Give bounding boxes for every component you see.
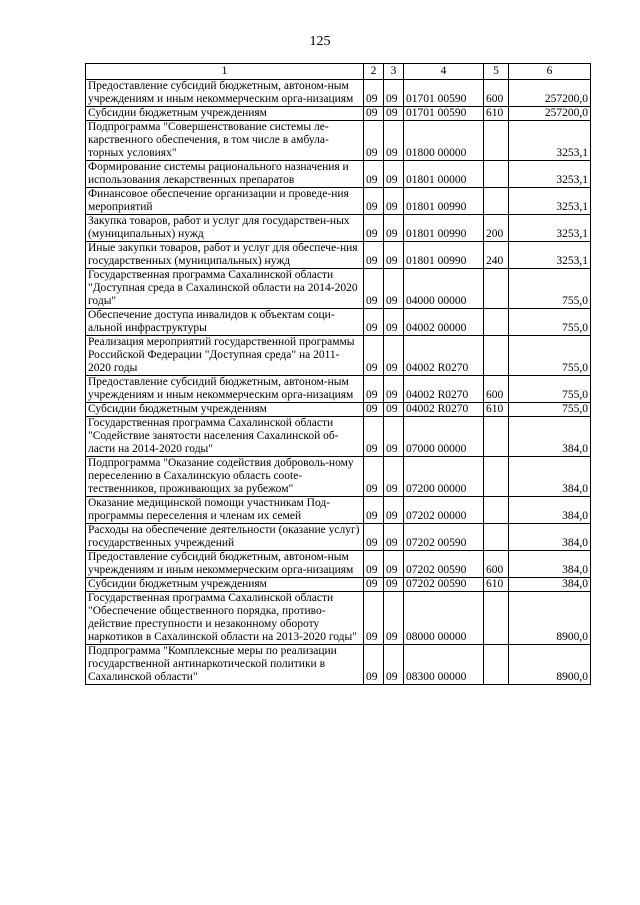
row-subsection-cell: 09	[384, 336, 404, 376]
row-amount-cell: 755,0	[509, 336, 591, 376]
row-target-code-cell: 04002 00000	[404, 309, 484, 336]
row-subsection-cell: 09	[384, 592, 404, 645]
table-row	[86, 309, 591, 336]
table-row	[86, 80, 591, 107]
row-target-code-cell: 07202 00590	[404, 551, 484, 578]
row-section-cell: 09	[364, 403, 384, 417]
budget-table	[85, 63, 591, 685]
row-name-cell: Обеспечение доступа инвалидов к объектам соци-альной инфраструктуры	[86, 309, 364, 336]
row-amount-cell: 755,0	[509, 376, 591, 403]
row-section-cell: 09	[364, 161, 384, 188]
row-name-cell: Оказание медицинской помощи участникам Под-программы переселения и членам их семей	[86, 497, 364, 524]
row-target-code-cell: 07202 00590	[404, 578, 484, 592]
row-expense-type-cell: 240	[484, 242, 509, 269]
row-name-cell: Предоставление субсидий бюджетным, автоном-ным учреждениям и иным некоммерческим орга-низациям	[86, 551, 364, 578]
row-section-cell: 09	[364, 417, 384, 457]
row-expense-type-cell: 610	[484, 578, 509, 592]
row-section-cell: 09	[364, 242, 384, 269]
row-target-code-cell: 04000 00000	[404, 269, 484, 309]
row-section-cell: 09	[364, 188, 384, 215]
table-row	[86, 457, 591, 497]
table-row	[86, 242, 591, 269]
row-section-cell: 09	[364, 497, 384, 524]
page-number: 125	[309, 34, 331, 49]
table-row	[86, 269, 591, 309]
row-section-cell: 09	[364, 592, 384, 645]
row-subsection-cell: 09	[384, 161, 404, 188]
row-subsection-cell: 09	[384, 107, 404, 121]
row-amount-cell: 384,0	[509, 524, 591, 551]
row-name-cell: Государственная программа Сахалинской области "Содействие занятости населения Сахалинской об-ласти на 2014-2020 годы"	[86, 417, 364, 457]
row-section-cell: 09	[364, 269, 384, 309]
row-target-code-cell: 08300 00000	[404, 645, 484, 685]
row-name-cell: Государственная программа Сахалинской области "Доступная среда в Сахалинской области на 2014-2020 годы"	[86, 269, 364, 309]
table-row	[86, 645, 591, 685]
row-expense-type-cell: 600	[484, 551, 509, 578]
row-expense-type-cell	[484, 121, 509, 161]
row-name-cell: Субсидии бюджетным учреждениям	[86, 578, 364, 592]
table-row	[86, 592, 591, 645]
row-section-cell: 09	[364, 309, 384, 336]
table-row	[86, 336, 591, 376]
row-amount-cell: 8900,0	[509, 592, 591, 645]
row-target-code-cell: 01801 00990	[404, 242, 484, 269]
header-col-4: 4	[404, 64, 484, 80]
row-target-code-cell: 04002 R0270	[404, 403, 484, 417]
row-subsection-cell: 09	[384, 242, 404, 269]
row-amount-cell: 3253,1	[509, 121, 591, 161]
row-amount-cell: 257200,0	[509, 107, 591, 121]
row-subsection-cell: 09	[384, 80, 404, 107]
row-amount-cell: 257200,0	[509, 80, 591, 107]
row-amount-cell: 755,0	[509, 309, 591, 336]
row-target-code-cell: 07000 00000	[404, 417, 484, 457]
row-expense-type-cell: 610	[484, 403, 509, 417]
row-name-cell: Подпрограмма "Оказание содействия доброволь-ному переселению в Сахалинскую область соote-тественников, проживающих за рубежом"	[86, 457, 364, 497]
header-col-5: 5	[484, 64, 509, 80]
row-subsection-cell: 09	[384, 417, 404, 457]
row-target-code-cell: 08000 00000	[404, 592, 484, 645]
row-name-cell: Закупка товаров, работ и услуг для государствен-ных (муниципальных) нужд	[86, 215, 364, 242]
row-name-cell: Реализация мероприятий государственной программы Российской Федерации "Доступная среда" на 2011-2020 годы	[86, 336, 364, 376]
row-amount-cell: 3253,1	[509, 188, 591, 215]
row-section-cell: 09	[364, 121, 384, 161]
row-expense-type-cell	[484, 161, 509, 188]
row-subsection-cell: 09	[384, 578, 404, 592]
row-target-code-cell: 01801 00000	[404, 161, 484, 188]
row-expense-type-cell	[484, 497, 509, 524]
row-amount-cell: 755,0	[509, 403, 591, 417]
row-name-cell: Субсидии бюджетным учреждениям	[86, 107, 364, 121]
row-section-cell: 09	[364, 336, 384, 376]
row-subsection-cell: 09	[384, 645, 404, 685]
row-subsection-cell: 09	[384, 188, 404, 215]
row-subsection-cell: 09	[384, 457, 404, 497]
table-row	[86, 403, 591, 417]
row-expense-type-cell	[484, 309, 509, 336]
row-target-code-cell: 04002 R0270	[404, 376, 484, 403]
row-target-code-cell: 07202 00000	[404, 497, 484, 524]
row-subsection-cell: 09	[384, 524, 404, 551]
row-subsection-cell: 09	[384, 121, 404, 161]
row-section-cell: 09	[364, 376, 384, 403]
table-row	[86, 121, 591, 161]
header-col-1: 1	[86, 64, 364, 80]
row-amount-cell: 384,0	[509, 457, 591, 497]
table-row	[86, 188, 591, 215]
row-amount-cell: 384,0	[509, 578, 591, 592]
row-section-cell: 09	[364, 551, 384, 578]
row-amount-cell: 384,0	[509, 497, 591, 524]
row-subsection-cell: 09	[384, 497, 404, 524]
row-name-cell: Подпрограмма "Совершенствование системы ле-карственного обеспечения, в том числе в амбула-торных условиях"	[86, 121, 364, 161]
row-target-code-cell: 07200 00000	[404, 457, 484, 497]
header-col-2: 2	[364, 64, 384, 80]
row-target-code-cell: 01701 00590	[404, 80, 484, 107]
table-row	[86, 497, 591, 524]
row-subsection-cell: 09	[384, 403, 404, 417]
row-amount-cell: 3253,1	[509, 242, 591, 269]
row-section-cell: 09	[364, 215, 384, 242]
header-col-3: 3	[384, 64, 404, 80]
table-row	[86, 524, 591, 551]
table-row	[86, 376, 591, 403]
table-row	[86, 417, 591, 457]
row-target-code-cell: 01801 00990	[404, 188, 484, 215]
table-row	[86, 578, 591, 592]
row-name-cell: Субсидии бюджетным учреждениям	[86, 403, 364, 417]
row-section-cell: 09	[364, 457, 384, 497]
row-section-cell: 09	[364, 107, 384, 121]
table-body	[86, 80, 591, 685]
row-name-cell: Предоставление субсидий бюджетным, автоном-ным учреждениям и иным некоммерческим орга-низациям	[86, 80, 364, 107]
table-row	[86, 107, 591, 121]
row-expense-type-cell	[484, 417, 509, 457]
table-row	[86, 551, 591, 578]
row-subsection-cell: 09	[384, 309, 404, 336]
row-expense-type-cell: 610	[484, 107, 509, 121]
row-target-code-cell: 01801 00990	[404, 215, 484, 242]
row-subsection-cell: 09	[384, 551, 404, 578]
row-expense-type-cell	[484, 457, 509, 497]
row-name-cell: Предоставление субсидий бюджетным, автоном-ным учреждениям и иным некоммерческим орга-низациям	[86, 376, 364, 403]
row-expense-type-cell: 200	[484, 215, 509, 242]
row-expense-type-cell	[484, 524, 509, 551]
row-amount-cell: 384,0	[509, 417, 591, 457]
row-subsection-cell: 09	[384, 269, 404, 309]
row-amount-cell: 3253,1	[509, 161, 591, 188]
row-expense-type-cell	[484, 269, 509, 309]
table-row	[86, 215, 591, 242]
header-col-6: 6	[509, 64, 591, 80]
row-name-cell: Подпрограмма "Комплексные меры по реализации государственной антинаркотической политики в Сахалинской области"	[86, 645, 364, 685]
row-section-cell: 09	[364, 645, 384, 685]
row-subsection-cell: 09	[384, 215, 404, 242]
row-expense-type-cell: 600	[484, 376, 509, 403]
row-name-cell: Формирование системы рационального назначения и использования лекарственных препаратов	[86, 161, 364, 188]
row-expense-type-cell	[484, 336, 509, 376]
row-amount-cell: 3253,1	[509, 215, 591, 242]
row-target-code-cell: 04002 R0270	[404, 336, 484, 376]
row-amount-cell: 755,0	[509, 269, 591, 309]
row-target-code-cell: 01800 00000	[404, 121, 484, 161]
row-amount-cell: 8900,0	[509, 645, 591, 685]
row-section-cell: 09	[364, 578, 384, 592]
table-row	[86, 161, 591, 188]
row-amount-cell: 384,0	[509, 551, 591, 578]
row-name-cell: Иные закупки товаров, работ и услуг для обеспече-ния государственных (муниципальных) нужд	[86, 242, 364, 269]
row-name-cell: Финансовое обеспечение организации и проведе-ния мероприятий	[86, 188, 364, 215]
row-expense-type-cell: 600	[484, 80, 509, 107]
row-name-cell: Государственная программа Сахалинской области "Обеспечение общественного порядка, противо-действие преступности и незаконному обороту наркотиков в Сахалинской области на 2013-2020 годы"	[86, 592, 364, 645]
row-target-code-cell: 07202 00590	[404, 524, 484, 551]
row-section-cell: 09	[364, 524, 384, 551]
row-expense-type-cell	[484, 645, 509, 685]
table-header-row	[86, 64, 591, 80]
row-name-cell: Расходы на обеспечение деятельности (оказание услуг) государственных учреждений	[86, 524, 364, 551]
row-expense-type-cell	[484, 188, 509, 215]
row-target-code-cell: 01701 00590	[404, 107, 484, 121]
row-expense-type-cell	[484, 592, 509, 645]
row-subsection-cell: 09	[384, 376, 404, 403]
row-section-cell: 09	[364, 80, 384, 107]
